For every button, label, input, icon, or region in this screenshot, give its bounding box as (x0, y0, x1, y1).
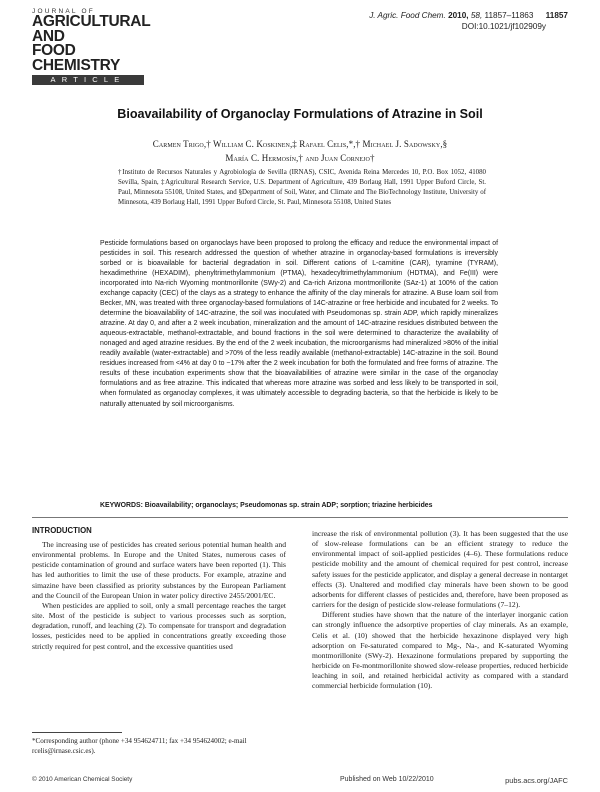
copyright: © 2010 American Chemical Society (32, 776, 133, 783)
journal-url: pubs.acs.org/JAFC (505, 776, 568, 785)
citation-pages: 11857–11863 (484, 11, 534, 20)
paragraph: increase the risk of environmental pollution (3). It has been suggested that the use of slow-release formulations can be an efficient strategy to reduce the environmental impact of soil-applied pesticides (4–6). These formulations reduce pesticide mobility and the amount of chemical required for pest control, increase safety issues for the pesticide applicator, and display a general decrease in nontarget effects (3). Unaltered and modified clay minerals have been shown to be good adsorbents for different classes of pesticides and, therefore, have been proposed as carriers for the design of pesticide slow-release formulations (7–12). (312, 529, 568, 610)
paragraph: When pesticides are applied to soil, only a small percentage reaches the target site. Most of the pesticide is subject to various processes such as sorption, degradation, runoff, and leaching (2). To compensate for transport and degradation losses, pesticides need to be applied in concentrations greatly exceeding those strictly required for pest control, and the excessive quantities used (32, 600, 286, 651)
logo-food-chemistry: FOOD CHEMISTRY (32, 42, 121, 74)
section-heading-introduction: INTRODUCTION (32, 526, 92, 535)
journal-abbrev: J. Agric. Food Chem. (369, 11, 446, 20)
logo-article-bar: ARTICLE (32, 75, 144, 85)
page-number: 11857 (545, 11, 568, 20)
corresponding-author-footnote: *Corresponding author (phone +34 954624711; fax +34 954624002; e-mail rcelis@irnase.csic.es). (32, 737, 247, 755)
author-line-2: María C. Hermosín,† and Juan Cornejo† (225, 153, 375, 163)
body-column-left (32, 540, 286, 652)
affiliations: †Instituto de Recursos Naturales y Agrobiología de Sevilla (IRNAS), CSIC, Avenida Reina Mercedes 10, P.O. Box 1052, 41080 Sevilla, Spain, ‡Agricultural Research Service, U.S. Department of Agriculture, 439 Borlaug Hall, 1991 Upper Buford Circle, St. Paul, Minnesota 55108, United States, and §Department of Soil, Water, and Climate and The BioTechnology Institute, University of Minnesota, 439 Borlaug Hall, 1991 Upper Buford Circle, St. Paul, Minnesota 55108, United States (118, 169, 486, 207)
keywords: KEYWORDS: Bioavailability; organoclays; Pseudomonas sp. strain ADP; sorption; triazine herbicides (100, 502, 433, 509)
logo-journal-of: JOURNAL OF (32, 8, 95, 15)
paragraph: Different studies have shown that the nature of the interlayer inorganic cation can strongly influence the adsorptive properties of clay minerals. As an example, Celis et al. (10) showed that the herbicide hexazinone displayed very high adsorption on Fe-saturated compared to Mg-, Na-, and K-saturated Wyoming montmorillonite (SWy-2). Hexazinone formulations prepared by supporting the herbicide on Fe-montmorillonite showed slow-release properties, reduced herbicide leaching in soil, and retained herbicidal activity as compared with a standard commercial herbicide formulation (10). (312, 610, 568, 691)
journal-logo (32, 8, 151, 85)
running-header (369, 10, 568, 32)
citation-line (369, 10, 568, 21)
divider (32, 517, 568, 518)
body-column-right (312, 529, 568, 692)
article-title: Bioavailability of Organoclay Formulations of Atrazine in Soil (117, 107, 483, 121)
paragraph: The increasing use of pesticides has created serious potential human health and environmental problems. In Europe and the United States, numerous cases of pesticide contamination of ground and surface waters have been reported (1). This has led authorities to limit the use of these products. For example, atrazine and simazine have been classified as priority substances by the European Parliament and the Council of the European Union in water policy directive 2455/2001/EC. (32, 540, 286, 600)
author-line-1: Carmen Trigo,† William C. Koskinen,‡ Rafael Celis,*,† Michael J. Sadowsky,§ (152, 139, 448, 149)
abstract (100, 239, 498, 410)
author-list (60, 137, 540, 165)
citation-volume: 58, (470, 11, 483, 20)
abstract-text: Pesticide formulations based on organoclays have been proposed to prolong the efficacy and reduce the environmental impact of pesticides in soil. This research addressed the question of whether atrazine in organoclay-based formulations is irreversibly sorbed or is bioavailable for bacterial degradation in soil. Different cations of L-carnitine (CAR), tyramine (TYRAM), hexadimethrine (HEXADIM), phenyltrimethylammonium (PTMA), hexadecyltrimethylammonium (HDTMA), and Fe(III) were incorporated into Na-rich Wyoming montmorillonite (SWy-2) and Ca-rich Arizona montmorillonite (SAz-1) at 100% of the cation exchange capacity (CEC) of the clays as a strategy to enhance the affinity of the clay minerals for atrazine. A Buse loam soil from Becker, MN, was treated with three organoclay-based formulations of 14C-atrazine or free herbicide and incubated for 2 weeks. To determine the bioavailability of 14C-atrazine, the soil was inoculated with Pseudomonas sp. strain ADP, which rapidly mineralizes atrazine. At day 0, and after a 2 week incubation, mineralization and the amount of 14C-atrazine residues distributed between the aqueous-extractable, methanol-extractable, and bound fractions in the soil were determined to characterize the availability of nonaged and aged atrazine residues. By the end of the 2 week incubation, the microorganisms had mineralized >80% of the initial readily available (water-extractable) and >70% of the less readily available (methanol-extractable) 14C-atrazine in the soil. Bound residues increased from <4% at day 0 to ~17% after the 2 week incubation for both the formulated and free forms of atrazine. The results of these incubation experiments show that the bioavailabilities of atrazine were similar in the case of the organoclay formulations and as free atrazine. This indicated that whereas more atrazine was sorbed and less likely to be transported in soil, when formulated as organoclay complexes, it was ultimately accessible to degrading bacteria, so that the herbicide is likely to be naturally attenuated by soil microorganisms. (100, 240, 498, 408)
logo-agricultural: AGRICULTURAL AND (32, 13, 151, 45)
published-date: Published on Web 10/22/2010 (340, 776, 434, 783)
citation-year: 2010, (448, 11, 469, 20)
footnote-rule (32, 732, 122, 733)
doi: DOI:10.1021/jf102909y (461, 22, 546, 31)
